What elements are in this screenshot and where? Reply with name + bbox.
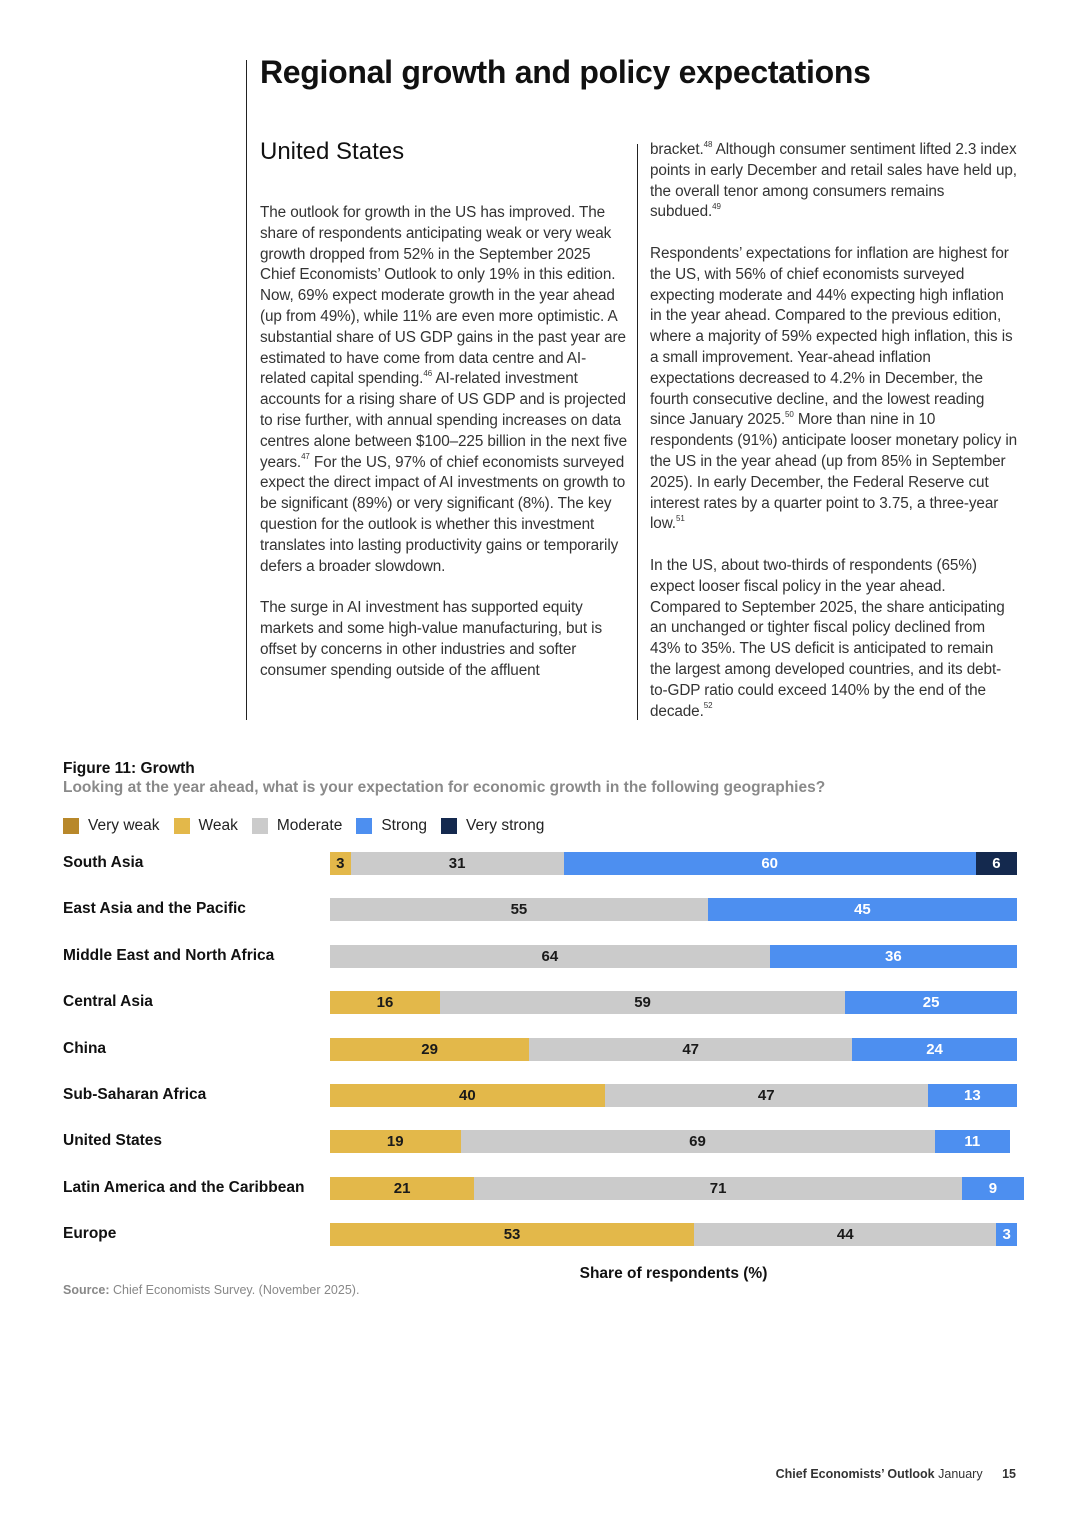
category-label: Sub-Saharan Africa bbox=[63, 1086, 207, 1103]
bar-segment: 16 bbox=[330, 991, 440, 1014]
bar-segment: 3 bbox=[330, 852, 351, 875]
legend-swatch bbox=[174, 818, 190, 834]
bar-segment: 47 bbox=[605, 1084, 928, 1107]
left-column-rule bbox=[246, 60, 247, 720]
stacked-bar bbox=[330, 852, 1017, 875]
bar-segment: 31 bbox=[351, 852, 564, 875]
category-label: East Asia and the Pacific bbox=[63, 900, 246, 918]
publication-name: Chief Economists’ Outlook bbox=[775, 1467, 935, 1481]
body-paragraph: Respondents’ expectations for inflation are highest for the US, with 56% of chief economists surveyed expecting moderate and 44% expecting high inflation in the year ahead. Compared to the previous edition, where a majority of 59% expected high inflation, this is a small improvement. Year-ahead inflation expectations decreased to 4.2% in December, the fourth consecutive decline, and the lowest reading since January 2025.50 More than nine in 10 respondents (91%) anticipate looser monetary policy in the US in the year ahead (up from 85% in September 2025). In early December, the Federal Reserve cut interest rates by a quarter point to 3.75, a three-year low.$^{51}$ bbox=[650, 244, 1018, 533]
bar-segment: 40 bbox=[330, 1084, 605, 1107]
bar-segment: 3 bbox=[996, 1223, 1017, 1246]
category-label: Central Asia bbox=[63, 993, 153, 1011]
legend-swatch bbox=[63, 818, 79, 834]
bar-segment: 29 bbox=[330, 1038, 529, 1061]
legend-item bbox=[252, 817, 342, 835]
bar-segment: 55 bbox=[330, 898, 708, 921]
stacked-bar bbox=[330, 1177, 1017, 1200]
figure-title: Figure 11: Growth bbox=[63, 760, 195, 777]
bar-segment: 64 bbox=[330, 945, 770, 968]
category-label: United States bbox=[63, 1132, 163, 1150]
legend-item bbox=[63, 817, 160, 835]
legend-swatch bbox=[252, 818, 268, 834]
right-column bbox=[650, 140, 1018, 743]
legend-swatch bbox=[441, 818, 457, 834]
category-label: South Asia bbox=[63, 854, 144, 871]
legend-label: Very weak bbox=[88, 817, 160, 834]
publication-month: January bbox=[938, 1467, 983, 1481]
bar-segment: 59 bbox=[440, 991, 845, 1014]
chart-legend bbox=[63, 816, 558, 836]
category-label: Latin America and the Caribbean bbox=[63, 1178, 305, 1196]
stacked-bar bbox=[330, 1084, 1017, 1107]
footnote-ref[interactable]: 48 bbox=[703, 139, 713, 149]
legend-swatch bbox=[356, 818, 372, 834]
x-axis-label: Share of respondents (%) bbox=[579, 1265, 768, 1282]
category-label: China bbox=[63, 1039, 107, 1057]
footnote-ref[interactable]: 52 bbox=[703, 701, 713, 711]
bar-segment: 36 bbox=[770, 945, 1017, 968]
legend-label: Moderate bbox=[276, 817, 343, 834]
footnote-ref[interactable]: 46 bbox=[423, 369, 433, 379]
footnote-ref[interactable]: 50 bbox=[785, 410, 794, 420]
section-heading: United States bbox=[260, 138, 405, 165]
page-title: Regional growth and policy expectations bbox=[260, 54, 871, 90]
body-paragraph: In the US, about two-thirds of respondents (65%) expect looser fiscal policy in the year ahead. Compared to September 2025, the share anticipating an unchanged or tighter fiscal policy declined from 43% to 35%. The US deficit is anticipated to remain the largest among developed countries, and its debt-to-GDP ratio could exceed 140% by the end of the decade.$^{52}$ bbox=[650, 556, 1005, 720]
legend-item bbox=[441, 817, 544, 835]
figure-source: Source: Chief Economists Survey. (November 2025). bbox=[63, 1283, 360, 1297]
page-footer bbox=[776, 1467, 1016, 1481]
bar-segment: 53 bbox=[330, 1223, 694, 1246]
left-column bbox=[260, 203, 628, 702]
legend-label: Strong bbox=[381, 817, 428, 834]
bar-segment: 9 bbox=[962, 1177, 1024, 1200]
bar-segment: 25 bbox=[845, 991, 1017, 1014]
bar-segment: 45 bbox=[708, 898, 1017, 921]
stacked-bar bbox=[330, 898, 1017, 921]
stacked-bar bbox=[330, 1130, 1017, 1153]
stacked-bar bbox=[330, 991, 1017, 1014]
bar-segment: 47 bbox=[529, 1038, 852, 1061]
bar-segment: 6 bbox=[976, 852, 1017, 875]
legend-item bbox=[356, 817, 427, 835]
page-number: 15 bbox=[1002, 1467, 1016, 1481]
stacked-bar bbox=[330, 1038, 1017, 1061]
footnote-ref[interactable]: 47 bbox=[301, 452, 310, 462]
body-paragraph: The outlook for growth in the US has improved. The share of respondents anticipating weak or very weak growth dropped from 52% in the September 2025 Chief Economists’ Outlook to only 19% in this edition. Now, 69% expect moderate growth in the year ahead (up from 49%), while 11% are even more optimistic. A substantial share of US GDP gains in the past year are estimated to have come from data centre and AI-related capital spending.$^{46}$ AI-related investment accounts for a rising share of US GDP and is projected to rise further, with annual spending increases on data centres alone between $100–225 billion in the next five years.$^{47}$ For the US, 97% of chief economists surveyed expect the direct impact of AI investments on growth to be significant (89%) or very significant (8%). The key question for the outlook is whether this investment translates into lasting productivity gains or temporarily defers a broader slowdown. bbox=[260, 204, 627, 575]
figure-subtitle: Looking at the year ahead, what is your expectation for economic growth in the following geographies? bbox=[63, 779, 826, 796]
body-paragraph: The surge in AI investment has supported equity markets and some high-value manufacturing, but is offset by concerns in other industries and softer consumer spending outside of the affluent bbox=[260, 599, 603, 679]
stacked-bar bbox=[330, 945, 1017, 968]
stacked-bar bbox=[330, 1223, 1017, 1246]
body-paragraph: bracket.$^{48}$ Although consumer sentiment lifted 2.3 index points in early December and retail sales have held up, the overall tenor among consumers remains subdued.$^{49}$ bbox=[650, 139, 1017, 221]
bar-segment: 69 bbox=[461, 1130, 935, 1153]
legend-item bbox=[174, 817, 238, 835]
bar-segment: 44 bbox=[694, 1223, 996, 1246]
bar-segment: 11 bbox=[935, 1130, 1011, 1153]
category-label: Middle East and North Africa bbox=[63, 946, 275, 964]
footnote-ref[interactable]: 49 bbox=[712, 202, 721, 212]
bar-segment: 60 bbox=[564, 852, 976, 875]
right-column-rule bbox=[637, 144, 638, 720]
bar-segment: 19 bbox=[330, 1130, 461, 1153]
bar-segment: 21 bbox=[330, 1177, 474, 1200]
legend-label: Very strong bbox=[466, 817, 545, 834]
legend-label: Weak bbox=[198, 817, 238, 834]
footnote-ref[interactable]: 51 bbox=[675, 514, 685, 524]
bar-segment: 71 bbox=[474, 1177, 962, 1200]
bar-segment: 13 bbox=[928, 1084, 1017, 1107]
bar-segment: 24 bbox=[852, 1038, 1017, 1061]
category-label: Europe bbox=[63, 1225, 117, 1243]
